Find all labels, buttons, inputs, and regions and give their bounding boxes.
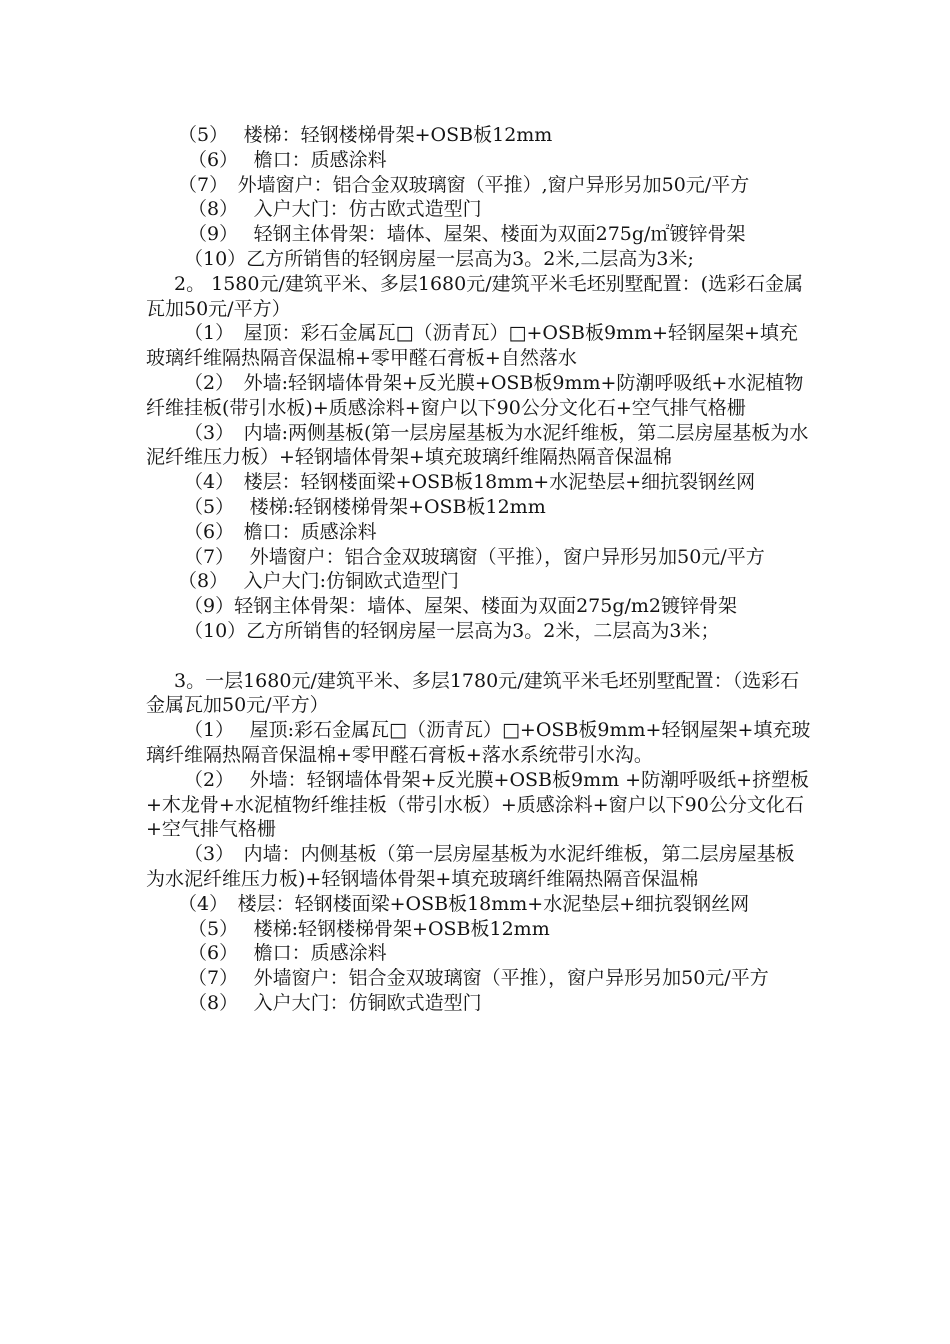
paragraph: （8） 入户大门:仿铜欧式造型门 <box>178 570 460 593</box>
document-body <box>146 123 811 1016</box>
paragraph: （3） 内墙：内侧基板（第一层房屋基板为水泥纤维板，第二层房屋基板为水泥纤维压力板)+轻钢墙体骨架+填充玻璃纤维隔热隔音保温棉 <box>146 843 795 890</box>
paragraph: （8） 入户大门：仿古欧式造型门 <box>188 198 482 221</box>
paragraph: （3） 内墙:两侧基板(第一层房屋基板为水泥纤维板，第二层房屋基板为水泥纤维压力板）+轻钢墙体骨架+填充玻璃纤维隔热隔音保温棉 <box>146 421 809 469</box>
paragraph: 3。一层1680元/建筑平米、多层1780元/建筑平米毛坯别墅配置：（选彩石金属瓦加50元/平方） <box>146 669 800 717</box>
paragraph: （4） 楼层：轻钢楼面梁+OSB板18mm+水泥垫层+细抗裂钢丝网 <box>178 892 750 915</box>
paragraph: （1） 屋顶:彩石金属瓦□（沥青瓦）□+OSB板9mm+轻钢屋架+填充玻璃纤维隔热隔音保温棉+零甲醛石膏板+落水系统带引水沟。 <box>146 719 811 766</box>
paragraph: （5） 楼梯:轻钢楼梯骨架+OSB板12mm <box>188 917 550 940</box>
paragraph: （7） 外墙窗户：铝合金双玻璃窗（平推），窗户异形另加50元/平方 <box>188 967 769 990</box>
paragraph: （9）轻钢主体骨架：墙体、屋架、楼面为双面275g/m2镀锌骨架 <box>184 595 738 618</box>
paragraph: （10）乙方所销售的轻钢房屋一层高为3。2米,二层高为3米; <box>184 247 694 270</box>
paragraph: （6） 檐口：质感涂料 <box>184 520 377 543</box>
paragraph: （4） 楼层：轻钢楼面梁+OSB板18mm+水泥垫层+细抗裂钢丝网 <box>184 471 756 494</box>
paragraph: （7） 外墙窗户：铝合金双玻璃窗（平推），窗户异形另加50元/平方 <box>184 545 765 568</box>
paragraph: （5） 楼梯:轻钢楼梯骨架+OSB板12mm <box>184 495 546 518</box>
paragraph: （7） 外墙窗户：铝合金双玻璃窗（平推）,窗户异形另加50元/平方 <box>178 173 750 196</box>
paragraph: （5） 楼梯：轻钢楼梯骨架+OSB板12mm <box>178 124 553 146</box>
paragraph: （10）乙方所销售的轻钢房屋一层高为3。2米，二层高为3米； <box>184 619 720 642</box>
paragraph: （2） 外墙：轻钢墙体骨架+反光膜+OSB板9mm +防潮呼吸纸+挤塑板+木龙骨+水泥植物纤维挂板（带引水板）+质感涂料+窗户以下90公分文化石+空气排气格栅 <box>146 768 810 841</box>
paragraph: 2。 1580元/建筑平米、多层1680元/建筑平米毛坯别墅配置：(选彩石金属瓦加50元/平方） <box>146 272 804 320</box>
paragraph: （6） 檐口：质感涂料 <box>188 942 387 965</box>
blank-line <box>146 644 811 669</box>
paragraph: （8） 入户大门：仿铜欧式造型门 <box>188 991 482 1014</box>
paragraph: （1） 屋顶：彩石金属瓦□（沥青瓦）□+OSB板9mm+轻钢屋架+填充玻璃纤维隔热隔音保温棉+零甲醛石膏板+自然落水 <box>146 322 798 370</box>
paragraph: （2） 外墙:轻钢墙体骨架+反光膜+OSB板9mm+防潮呼吸纸+水泥植物纤维挂板(带引水板)+质感涂料+窗户以下90公分文化石+空气排气格栅 <box>146 371 804 419</box>
paragraph: （6） 檐口：质感涂料 <box>188 148 387 171</box>
paragraph: （9） 轻钢主体骨架：墙体、屋架、楼面为双面275g/㎡镀锌骨架 <box>188 223 746 246</box>
